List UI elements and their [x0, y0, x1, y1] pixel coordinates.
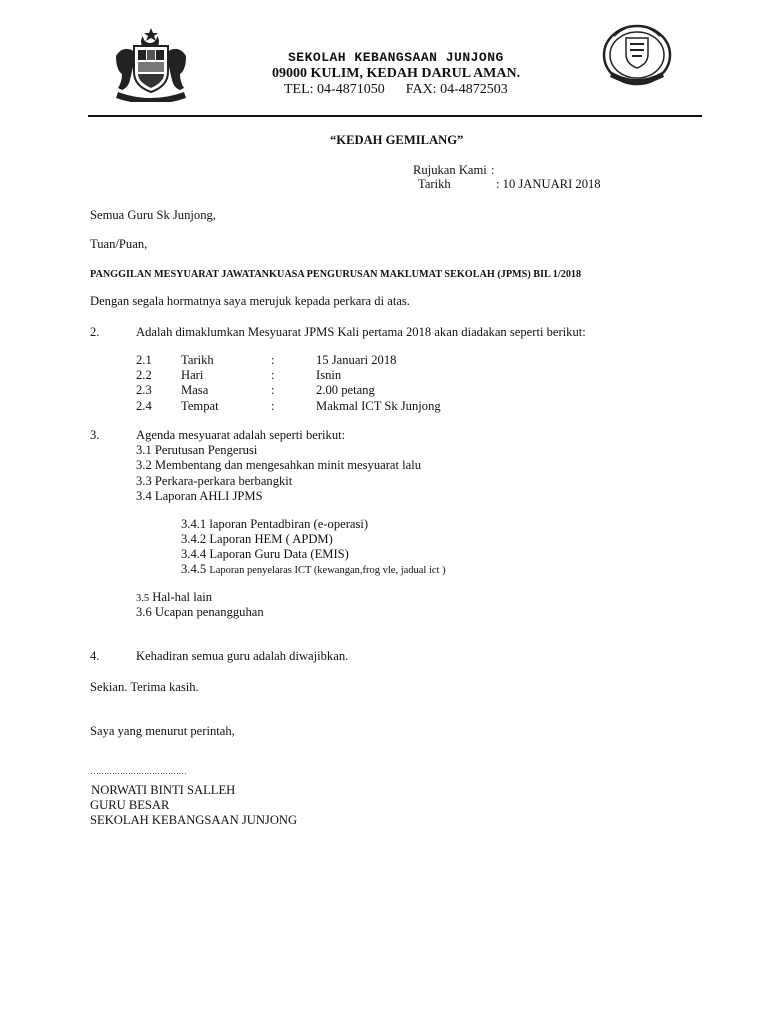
motto: “KEDAH GEMILANG”	[330, 133, 464, 147]
school-crest-icon	[602, 24, 672, 86]
detail-label: Masa	[181, 383, 209, 397]
detail-value: Makmal ICT Sk Junjong	[316, 399, 441, 413]
salutation: Tuan/Puan,	[90, 237, 148, 251]
detail-label: Tarikh	[181, 353, 214, 367]
signatory-name: NORWATI BINTI SALLEH	[88, 783, 236, 797]
rujukan-separator: :	[491, 163, 495, 177]
signatory-title: GURU BESAR	[90, 798, 170, 812]
agenda-subitem: 3.4.4 Laporan Guru Data (EMIS)	[181, 547, 349, 561]
tel-label: TEL:	[284, 82, 314, 97]
agenda-item: 3.4 Laporan AHLI JPMS	[136, 489, 263, 503]
para2-text: Adalah dimaklumkan Mesyuarat JPMS Kali pertama 2018 akan diadakan seperti berikut:	[136, 325, 586, 339]
detail-separator: :	[271, 399, 275, 413]
para3-number: 3.	[90, 428, 100, 442]
school-address: 09000 KULIM, KEDAH DARUL AMAN.	[272, 66, 521, 81]
agenda-subitem-number: 3.4.5	[181, 562, 207, 576]
detail-num: 2.4	[136, 399, 152, 413]
para4-number: 4.	[90, 649, 100, 663]
detail-num: 2.3	[136, 383, 152, 397]
detail-num: 2.2	[136, 368, 152, 382]
fax-number: 04-4872503	[440, 82, 508, 97]
agenda-subitem-text: Laporan penyelaras ICT (kewangan,frog vle, jadual ict )	[209, 565, 446, 576]
agenda-subitem	[181, 562, 446, 578]
tarikh-value: : 10 JANUARI 2018	[496, 177, 601, 191]
agenda-item-number: 3.5	[136, 593, 150, 604]
intro-paragraph: Dengan segala hormatnya saya merujuk kepada perkara di atas.	[90, 294, 410, 308]
detail-value: 15 Januari 2018	[316, 353, 397, 367]
signature-dots: ………………………………	[90, 766, 186, 776]
para3-text: Agenda mesyuarat adalah seperti berikut:	[136, 428, 346, 442]
rujukan-label: Rujukan Kami	[413, 163, 487, 177]
detail-label: Tempat	[181, 399, 219, 413]
agenda-item	[136, 590, 212, 606]
agenda-item: 3.6 Ucapan penangguhan	[136, 605, 264, 619]
fax-label: FAX:	[405, 82, 437, 97]
tel-number: 04-4871050	[317, 82, 385, 97]
detail-value: Isnin	[316, 368, 342, 382]
recipient: Semua Guru Sk Junjong,	[90, 208, 216, 222]
contact-line	[284, 81, 508, 98]
detail-value: 2.00 petang	[316, 383, 375, 397]
agenda-subitem: 3.4.1 laporan Pentadbiran (e-operasi)	[181, 517, 369, 531]
signatory-school: SEKOLAH KEBANGSAAN JUNJONG	[90, 813, 298, 827]
tarikh-label: Tarikh	[418, 177, 451, 191]
detail-separator: :	[271, 383, 275, 397]
para4-text: Kehadiran semua guru adalah diwajibkan.	[136, 649, 349, 663]
detail-num: 2.1	[136, 353, 152, 367]
closing: Sekian. Terima kasih.	[90, 680, 199, 694]
agenda-subitem: 3.4.2 Laporan HEM ( APDM)	[181, 532, 333, 546]
para2-number: 2.	[90, 325, 100, 339]
order-line: Saya yang menurut perintah,	[90, 724, 235, 738]
malaysia-coat-of-arms-icon	[108, 26, 194, 102]
agenda-item: 3.2 Membentang dan mengesahkan minit mesyuarat lalu	[136, 458, 422, 472]
agenda-item: 3.1 Perutusan Pengerusi	[136, 443, 258, 457]
detail-separator: :	[271, 353, 275, 367]
detail-separator: :	[271, 368, 275, 382]
detail-label: Hari	[181, 368, 204, 382]
subject: PANGGILAN MESYUARAT JAWATANKUASA PENGURUSAN MAKLUMAT SEKOLAH (JPMS) BIL 1/2018	[90, 269, 582, 280]
agenda-item: 3.3 Perkara-perkara berbangkit	[136, 474, 293, 488]
agenda-item-text: Hal-hal lain	[152, 590, 213, 604]
header-divider	[88, 115, 702, 117]
school-name: SEKOLAH KEBANGSAAN JUNJONG	[288, 50, 504, 65]
